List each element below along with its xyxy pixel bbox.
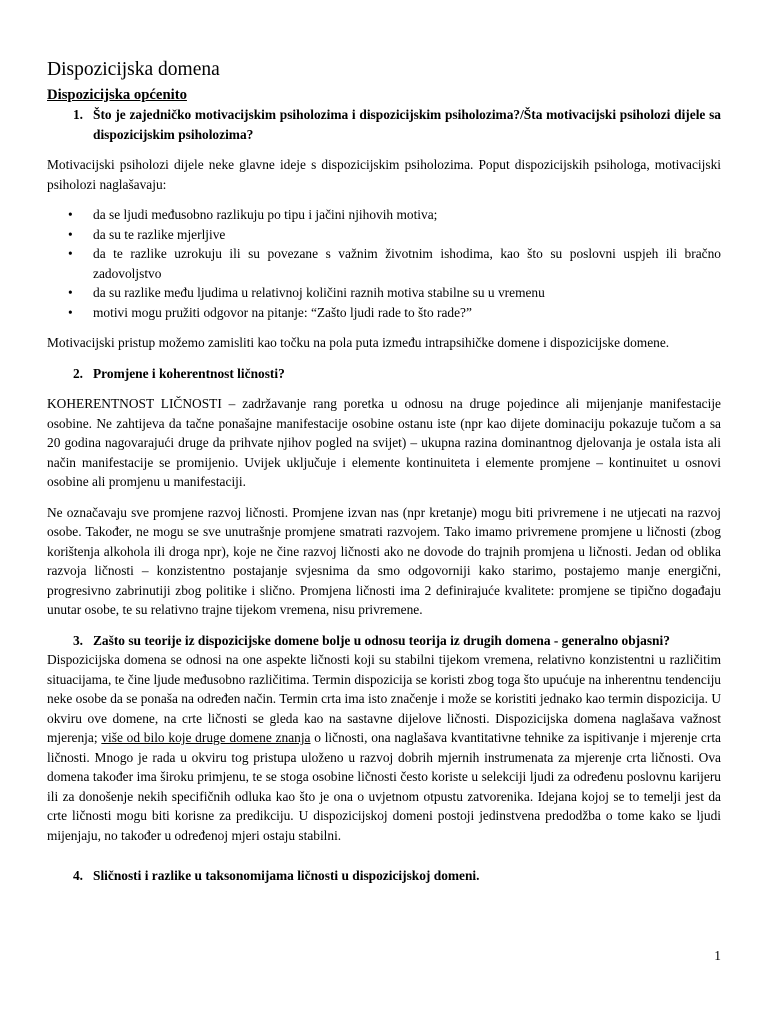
paragraph-text: o ličnosti, ona naglašava kvantitativne tehnike za ispitivanje i mjerenje crta ličnosti. Mnogo je rada u okviru tog pristupa uloženo u razvoj dobrih mjernih instrumenata za mjerenje crta ličnosti. Ova domena također ima široku primjenu, te se stoga osobine ličnosti često koriste u selekciji ljudi za određenu poslovnu karijeru ili za donošenje nekih specifičnih odluka kao što je ona o uvjetnom otpustu zatvorenika. Idejana kojoj se to temelji jest da crte ličnosti mogu biti korisne za predikciju. U dispozicijskoj domeni postoji jedinstvena predodžba o tome kako se ljudi mijenjaju, no također u određenoj mjeri ostaju stabilni. [47,730,721,843]
question-number: 2. [72,365,83,381]
list-item [47,205,721,225]
paragraph-intro: Motivacijski psiholozi dijele neke glavne ideje s dispozicijskim psiholozima. Poput dispozicijskih psihologa, motivacijski psiholozi naglašavaju: [47,157,721,192]
document-body [47,58,721,886]
list-item [47,244,721,283]
list-item [47,225,721,245]
list-item-text: da se ljudi međusobno razlikuju po tipu i jačini njihovih motiva; [93,207,438,222]
question-3 [47,631,721,651]
list-item-text: da su razlike među ljudima u relativnoj količini raznih motiva stabilne su u vremenu [93,285,545,300]
page-title: Dispozicijska domena [47,59,220,80]
list-item-text: motivi mogu pružiti odgovor na pitanje: “Zašto ljudi rade to što rade?” [93,304,472,320]
question-number: 1. [72,107,83,122]
list-item [47,303,721,323]
underlined-phrase: više od bilo koje druge domene znanja [101,730,311,745]
question-text: Promjene i koherentnost ličnosti? [93,365,285,381]
list-item-text: da su te razlike mjerljive [93,226,226,242]
question-text: Zašto su teorije iz dispozicijske domene bolje u odnosu teorija iz drugih domena - generalno objasni? [93,632,670,648]
bullet-icon: • [68,226,73,242]
bullet-icon: • [68,304,73,320]
paragraph-coherence: KOHERENTNOST LIČNOSTI – zadržavanje rang poretka u odnosu na druge pojedince ali mijenjanje manifestacije osobine. Ne zahtijeva da tačne ponašajne manifestacije osobine ostanu iste (npr kao dijete dominaciju pokazuje tučom a sa 20 godina nagovarajući druge da prihvate njihov pogled na svijet) – ukupna razina dominantnog djelovanja je ostala ista ali način manifestacije se promijenio. Uvijek uključuje i elemente kontinuiteta i elemente promjene – kontinuitet u osnovi osobine ali promjenu u manifestaciji. [47,396,721,489]
question-1 [47,105,721,144]
bullet-icon: • [68,246,73,261]
bullet-list [47,205,721,322]
list-item-text: da te razlike uzrokuju ili su povezane s važnim životnim ishodima, kao što su poslovni uspjeh ili bračno zadovoljstvo [93,246,721,281]
question-4 [47,866,721,886]
paragraph-text: Dispozicijska domena se odnosi na one aspekte ličnosti koji su stabilni tijekom vremena, relativno konzistentni u različitim situacijama, te čine ljude međusobno različitima. Termin dispozicija se koristi zbog toga što upućuje na inherentnu tendenciju neke osobe da se ponaša na određen način. Termin crta ima isto značenje i može se koristiti jednako kao termin dispozicija. U okviru ove domene, na crte ličnosti se gleda kao na sastavne dijelove ličnosti. Dispozicijska domena naglašava važnost mjerenja; [47,652,721,745]
question-2 [47,364,721,384]
bullet-icon: • [68,285,73,300]
question-text: Što je zajedničko motivacijskim psiholozima i dispozicijskim psiholozima?/Šta motivacijski psiholozi dijele sa dispozicijskim psiholozima? [93,107,721,142]
question-text: Sličnosti i razlike u taksonomijama ličnosti u dispozicijskoj domeni. [93,868,480,883]
paragraph-change: Ne označavaju sve promjene razvoj ličnosti. Promjene izvan nas (npr kretanje) mogu biti privremene i ne utjecati na razvoj osobe. Također, ne mogu se sve unutrašnje promjene smatrati razvojem. Tako imamo privremene promjene u ličnosti (zbog korištenja alkohola ili droga npr), koje ne čine razvoj ličnosti ako ne dovode do trajnih promjena u ličnosti. Jedan od oblika razvoja ličnosti – konzistentno postajanje svjesnima da smo odgovorniji kako starimo, postajemo manje energični, progresivno zabrinutiji zbog politike i slično. Promjena ličnosti ima 2 definirajuće kvalitete: promjene se tipično događaju unutar osobe, te su relativno trajne tijekom vremena, nisu privremene. [47,504,721,617]
list-item [47,283,721,303]
bullet-icon: • [68,207,73,222]
paragraph-motivational-approach: Motivacijski pristup možemo zamisliti kao točku na pola puta između intrapsihičke domene i dispozicijske domene. [47,335,670,350]
question-number: 4. [72,868,83,883]
question-number: 3. [72,632,83,648]
paragraph-dispositional-domain [47,650,721,845]
page-number: 1 [714,948,721,963]
section-heading: Dispozicijska općenito [47,87,187,103]
